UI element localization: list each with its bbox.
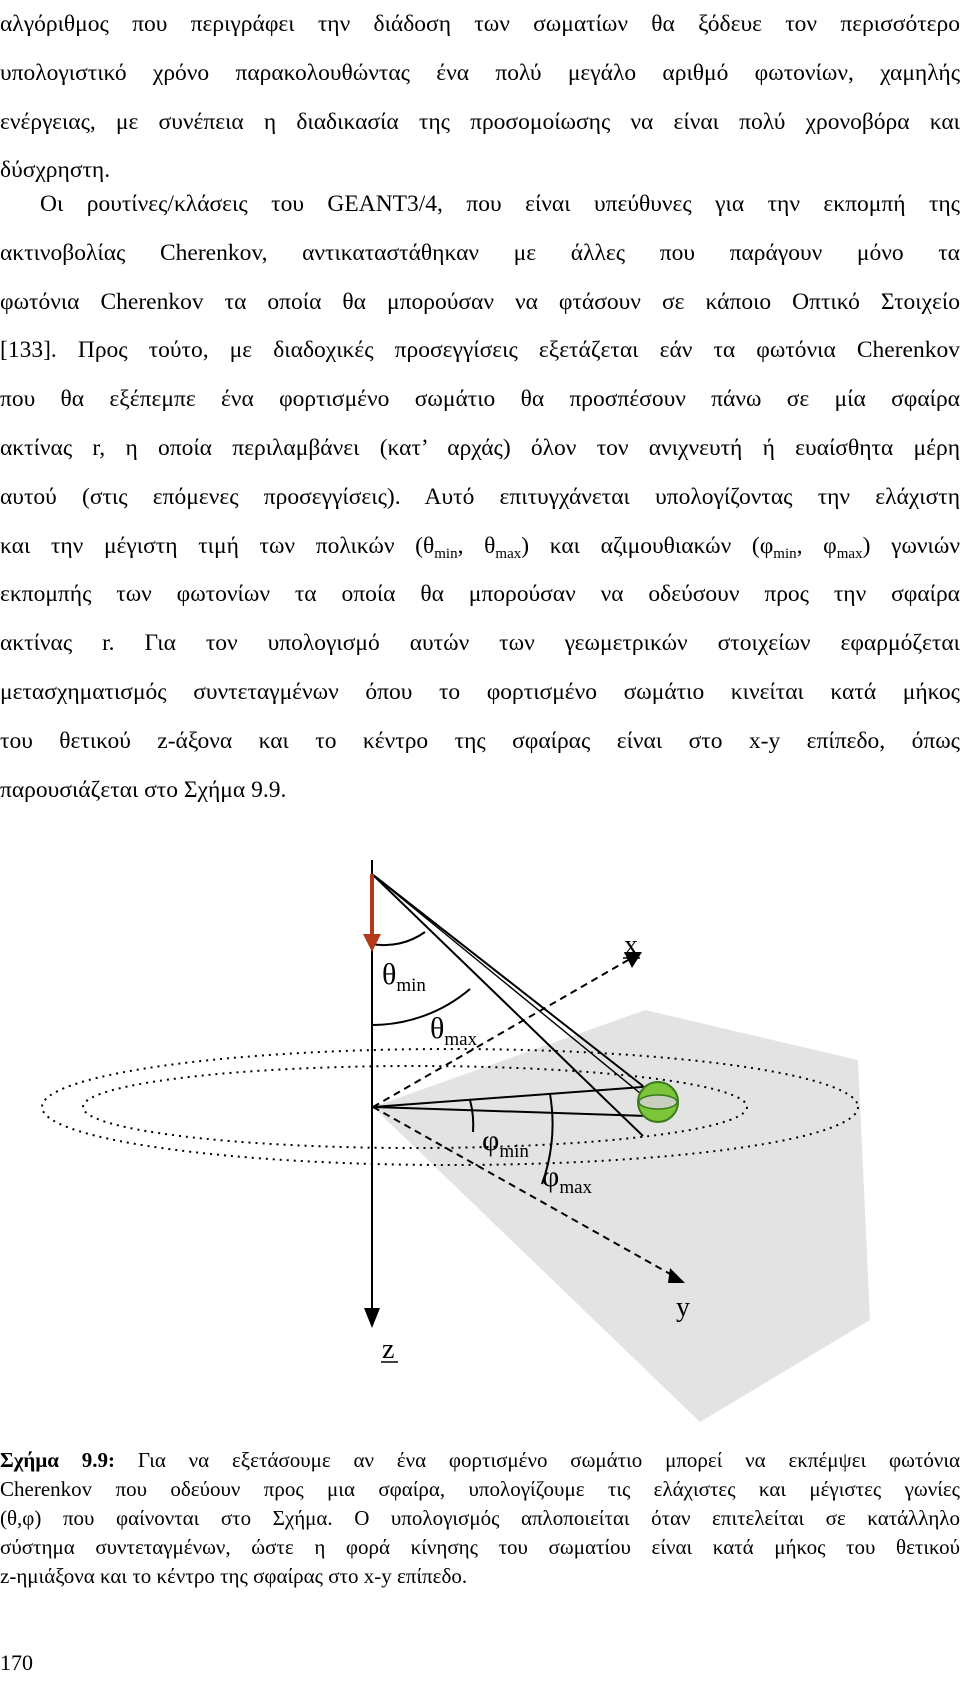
cherenkov-geometry-figure: [20, 860, 940, 1460]
label-axis-z: z: [382, 1334, 395, 1365]
text-line: υπολογιστικό χρόνο παρακολουθώντας ένα πολύ μεγάλο αριθμό φωτονίων, χαμηλής: [0, 59, 960, 86]
caption-line: Cherenkov που οδεύουν προς μια σφαίρα, υπολογίζουμε τις ελάχιστες και μέγιστες γωνίες: [0, 1477, 960, 1501]
text-line-content: Οι ρουτίνες/κλάσεις του GEANT3/4, που είναι υπεύθυνες για την εκπομπή της: [40, 191, 960, 217]
text-line-with-angles: και την μέγιστη τιμή των πολικών ($\theta_{min}$, $\theta_{max}$) και αζιμουθιακών ($\varphi_{min}$, $\varphi_{max}$) γωνιών: [0, 532, 960, 562]
figure-caption: [0, 1446, 960, 1591]
label-phi-min: $\varphi_{min}$: [482, 1124, 529, 1162]
text-line: αυτού (στις επόμενες προσεγγίσεις). Αυτό επιτυγχάνεται υπολογίζοντας την ελάχιστη: [0, 483, 960, 510]
page-number: 170: [0, 1650, 33, 1675]
text-line: ενέργειας, με συνέπεια η διαδικασία της προσομοίωσης να είναι πολύ χρονοβόρα και: [0, 108, 960, 135]
text-line: ακτίνας r. Για τον υπολογισμό αυτών των γεωμετρικών στοιχείων εφαρμόζεται: [0, 630, 960, 657]
caption-line: z-ημιάξονα και το κέντρο της σφαίρας στο x-y επίπεδο.: [0, 1564, 468, 1588]
particle-arrowhead: [363, 934, 381, 952]
text-line: αλγόριθμος που περιγράφει την διάδοση των σωματίων θα ξόδευε τον περισσότερο: [0, 11, 960, 37]
label-axis-x: x: [624, 930, 638, 961]
text-line: παρουσιάζεται στο Σχήμα 9.9.: [0, 776, 287, 803]
text-line: του θετικού z-άξονα και το κέντρο της σφαίρας είναι στο x-y επίπεδο, όπως: [0, 727, 960, 754]
caption-line: Σχήμα 9.9: Για να εξετάσουμε αν ένα φορτισμένο σωμάτιο μπορεί να εκπέμψει φωτόνια: [0, 1448, 960, 1472]
paragraph-1: [0, 0, 960, 195]
z-axis-arrowhead: [364, 1308, 380, 1328]
xy-plane: [373, 1010, 870, 1422]
text-line: που θα εξέπεμπε ένα φορτισμένο σωμάτιο θα προσπέσουν πάνω σε μία σφαίρα: [0, 386, 960, 413]
caption-line: σύστημα συντεταγμένων, ώστε η φορά κίνησης του σωματίου είναι κατά μήκος του θετικού: [0, 1535, 960, 1559]
label-axis-y: y: [676, 1292, 690, 1323]
label-phi-max: $\varphi_{max}$: [542, 1160, 593, 1198]
caption-line: (θ,φ) που φαίνονται στο Σχήμα. Ο υπολογισμός απλοποιείται όταν επιτελείται σε κατάλληλο: [0, 1506, 960, 1530]
theta-min-arc: [372, 932, 425, 945]
sphere-equator: [639, 1095, 677, 1109]
text-line: μετασχηματισμός συντεταγμένων όπου το φορτισμένο σωμάτιο κινείται κατά μήκος: [0, 678, 960, 705]
caption-label: Σχήμα 9.9:: [0, 1448, 116, 1472]
label-theta-max: $\theta_{max}$: [430, 1012, 478, 1050]
text-line: [133]. Προς τούτο, με διαδοχικές προσεγγίσεις εξετάζεται εάν τα φωτόνια Cherenkov: [0, 337, 960, 364]
paragraph-2: [0, 180, 960, 814]
label-theta-min: $\theta_{min}$: [382, 958, 426, 996]
text-line: [0, 180, 960, 229]
text-line: φωτόνια Cherenkov τα οποία θα μπορούσαν να φτάσουν σε κάποιο Οπτικό Στοιχείο: [0, 288, 960, 315]
text-line: ακτίνας r, η οποία περιλαμβάνει (κατ’ αρχάς) όλον τον ανιχνευτή ή ευαίσθητα μέρη: [0, 434, 960, 461]
text-line: δύσχρηστη.: [0, 157, 111, 184]
text-line: εκπομπής των φωτονίων τα οποία θα μπορούσαν να οδεύσουν προς την σφαίρα: [0, 581, 960, 608]
text-line: ακτινοβολίας Cherenkov, αντικαταστάθηκαν με άλλες που παράγουν μόνο τα: [0, 239, 960, 266]
